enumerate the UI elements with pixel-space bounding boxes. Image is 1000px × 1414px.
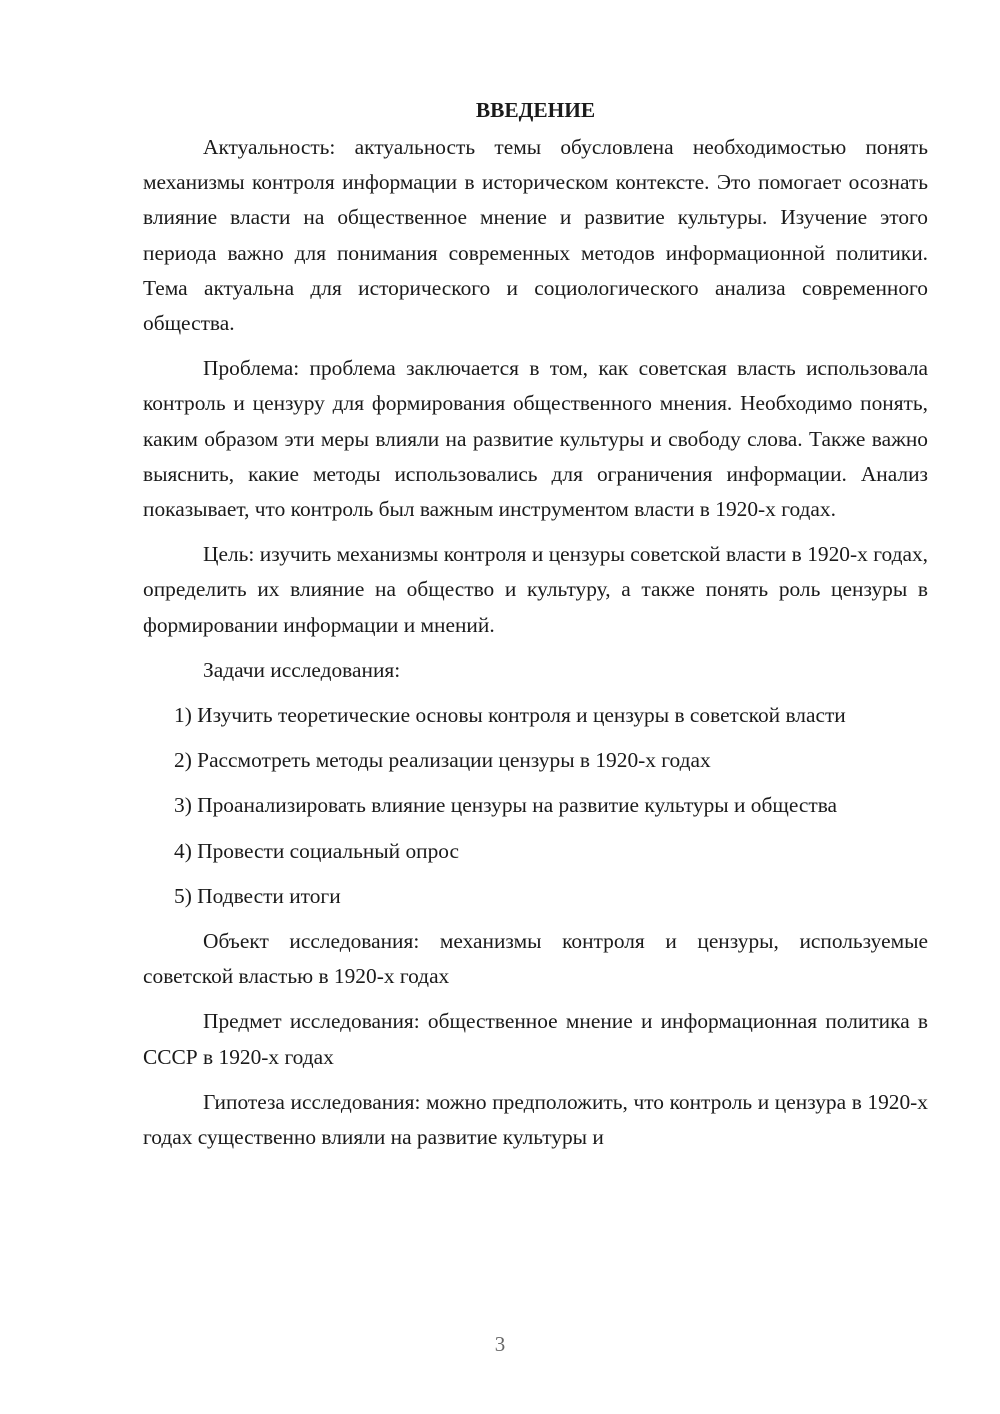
paragraph-relevance: Актуальность: актуальность темы обусловлена необходимостью понять механизмы контроля информации в историческом контексте. Это помогает осознать влияние власти на общественное мнение и развитие культуры. Изучение этого периода важно для понимания современных методов информационной политики. Тема актуальна для исторического и социологического анализа современного общества. [143,135,928,336]
page-number: 3 [494,1332,506,1356]
task-item-1: 1) Изучить теоретические основы контроля и цензуры в советской власти [174,703,846,728]
paragraph-tasks-heading: Задачи исследования: [203,657,401,682]
section-title: ВВЕДЕНИЕ [475,98,596,122]
task-item-5: 5) Подвести итоги [174,883,341,908]
paragraph-problem: Проблема: проблема заключается в том, как советская власть использовала контроль и цензуру для формирования общественного мнения. Необходимо понять, каким образом эти меры влияли на развитие культуры и свободу слова. Также важно выяснить, какие методы использовались для ограничения информации. Анализ показывает, что контроль был важным инструментом власти в 1920-х годах. [143,356,928,522]
document-page [143,92,928,1155]
paragraph-goal: Цель: изучить механизмы контроля и цензуры советской власти в 1920-х годах, определить их влияние на общество и культуру, а также понять роль цензуры в формировании информации и мнений. [143,542,928,637]
paragraph-hypothesis: Гипотеза исследования: можно предположить, что контроль и цензура в 1920-х годах существенно влияли на развитие культуры и [143,1089,928,1150]
task-item-4: 4) Провести социальный опрос [174,838,460,863]
paragraph-object: Объект исследования: механизмы контроля и цензуры, используемые советской властью в 1920-х годах [143,929,928,989]
paragraph-subject: Предмет исследования: общественное мнение и информационная политика в СССР в 1920-х годах [143,1009,928,1069]
task-item-2: 2) Рассмотреть методы реализации цензуры в 1920-х годах [174,748,711,773]
task-item-3: 3) Проанализировать влияние цензуры на развитие культуры и общества [174,793,838,818]
